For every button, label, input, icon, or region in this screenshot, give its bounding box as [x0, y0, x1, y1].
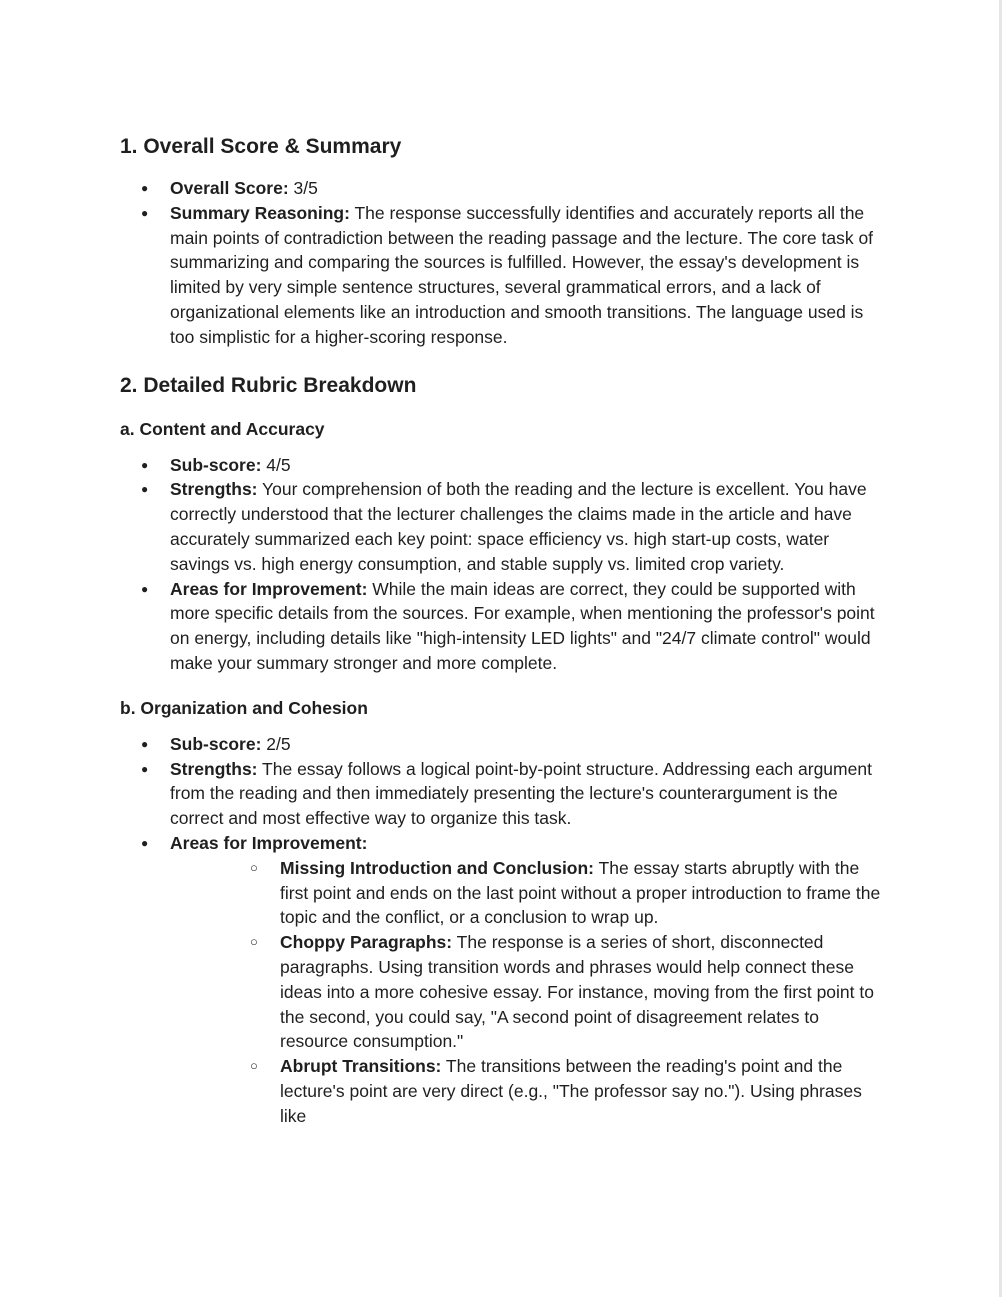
item-text: 2/5: [261, 733, 291, 754]
section-heading-overall-score: 1. Overall Score & Summary: [120, 135, 402, 158]
item-text: 4/5: [261, 454, 291, 475]
content-accuracy-list: [120, 453, 882, 676]
list-item: [120, 201, 882, 350]
list-item: [120, 477, 882, 576]
item-label: Overall Score:: [170, 178, 289, 198]
item-text: 3/5: [288, 178, 318, 198]
item-label: Areas for Improvement:: [170, 578, 368, 599]
item-text: The essay follows a logical point-by-point structure. Addressing each argument from the reading and then immediately presenting the lecture's counterargument is the correct and most effective way to organize this task.: [170, 758, 872, 829]
item-label: Sub-score:: [170, 454, 262, 475]
item-text: The response is a series of short, disconnected paragraphs. Using transition words and phrases would help connect these ideas into a more cohesive essay. For instance, moving from the first point to the second, you could say, "A second point of disagreement relates to resource consumption.": [280, 932, 874, 1052]
areas-improvement-sublist: [220, 856, 882, 1129]
item-label: Strengths:: [170, 479, 258, 500]
list-item: [120, 176, 882, 201]
item-text: The response successfully identifies and accurately reports all the main points of contradiction between the reading passage and the lecture. The core task of summarizing and comparing the sources is fulfilled. However, the essay's development is limited by very simple sentence structures, several grammatical errors, and a lack of organizational elements like an introduction and smooth transitions. The language used is too simplistic for a higher-scoring response.: [170, 202, 874, 347]
sub-list-item: [220, 856, 882, 930]
sub-list-item: [220, 1054, 882, 1128]
document-content: [120, 133, 882, 1129]
subsection-heading-organization-cohesion: b. Organization and Cohesion: [120, 697, 368, 718]
item-label: Abrupt Transitions:: [280, 1056, 442, 1077]
organization-cohesion-list: [120, 732, 882, 1129]
list-item: [120, 577, 882, 676]
item-label: Sub-score:: [170, 733, 262, 754]
item-label: Summary Reasoning:: [170, 202, 350, 223]
item-label: Choppy Paragraphs:: [280, 932, 453, 953]
list-item: [120, 831, 882, 1129]
list-item: [120, 453, 882, 478]
section-heading-rubric-breakdown: 2. Detailed Rubric Breakdown: [120, 373, 417, 397]
item-text: While the main ideas are correct, they could be supported with more specific details from the sources. For example, when mentioning the professor's point on energy, including details like "high-intensity LED lights" and "24/7 climate control" would make your summary stronger and more complete.: [170, 578, 875, 673]
item-text: The essay starts abruptly with the first point and ends on the last point without a proper introduction to frame the topic and the conflict, or a conclusion to wrap up.: [280, 857, 881, 928]
item-label: Missing Introduction and Conclusion:: [280, 857, 595, 878]
list-item: [120, 732, 882, 757]
sub-list-item: [220, 930, 882, 1054]
list-item: [120, 757, 882, 831]
item-text: The transitions between the reading's point and the lecture's point are very direct (e.g., "The professor say no."). Using phrases like: [280, 1056, 862, 1126]
item-label: Strengths:: [170, 758, 258, 779]
item-label: Areas for Improvement:: [170, 832, 368, 853]
subsection-heading-content-accuracy: a. Content and Accuracy: [120, 418, 325, 439]
overall-score-list: [120, 176, 882, 350]
item-text: Your comprehension of both the reading and the lecture is excellent. You have correctly understood that the lecturer challenges the claims made in the article and have accurately summarized each key point: space efficiency vs. high start-up costs, water savings vs. high energy consumption, and stable supply vs. limited crop variety.: [170, 479, 867, 574]
